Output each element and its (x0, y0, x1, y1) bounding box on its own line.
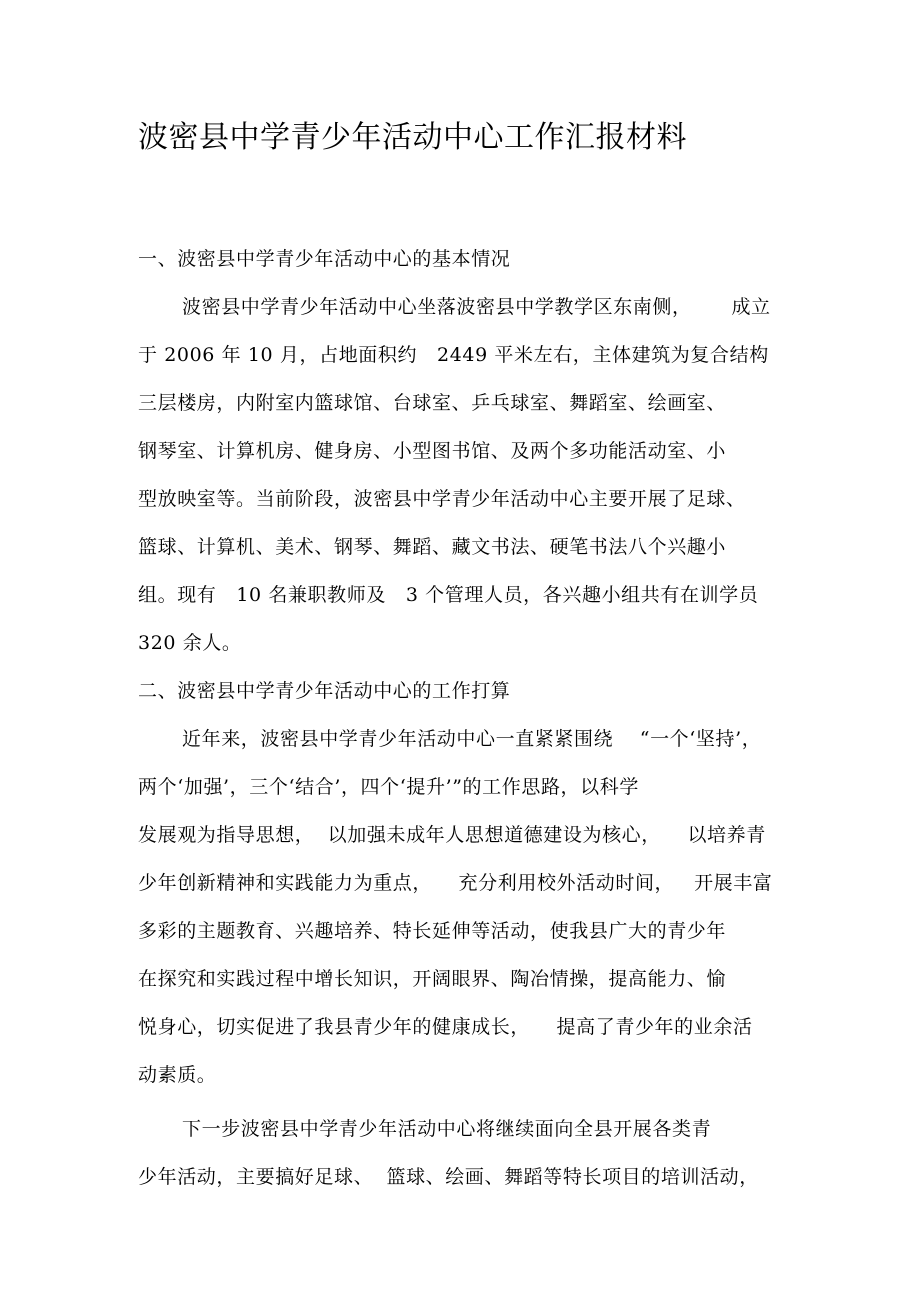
paragraph-line: 篮球、计算机、美术、钢琴、舞蹈、藏文书法、硬笔书法八个兴趣小 (138, 536, 727, 558)
paragraph-line: 于 2006 年 10 月，占地面积约 2449 平米左右，主体建筑为复合结构 (138, 344, 769, 366)
paragraph-line: 钢琴室、计算机房、健身房、小型图书馆、及两个多功能活动室、小 (138, 440, 727, 462)
paragraph-line: 320 余人。 (138, 632, 242, 654)
paragraph-line: 少年活动，主要搞好足球、 篮球、绘画、舞蹈等特长项目的培训活动， (138, 1166, 759, 1188)
paragraph-line: 发展观为指导思想， 以加强未成年人思想道德建设为核心， 以培养青 (138, 824, 766, 846)
paragraph-line: 三层楼房，内附室内篮球馆、台球室、乒乓球室、舞蹈室、绘画室、 (138, 392, 727, 414)
paragraph-line: 型放映室等。当前阶段，波密县中学青少年活动中心主要开展了足球、 (138, 488, 746, 510)
paragraph-line: 在探究和实践过程中增长知识，开阔眼界、陶冶情操，提高能力、愉 (138, 968, 727, 990)
section-heading-1: 一、波密县中学青少年活动中心的基本情况 (138, 248, 511, 270)
paragraph-line: 悦身心，切实促进了我县青少年的健康成长， 提高了青少年的业余活 (138, 1016, 753, 1038)
document-title: 波密县中学青少年活动中心工作汇报材料 (138, 120, 687, 155)
paragraph-line: 动素质。 (138, 1064, 217, 1086)
paragraph-line: 两个‘加强’，三个‘结合’，四个‘提升’”的工作思路，以科学 (138, 776, 639, 798)
section-heading-2: 二、波密县中学青少年活动中心的工作打算 (138, 680, 511, 702)
paragraph-line: 近年来，波密县中学青少年活动中心一直紧紧围绕 “一个‘坚持’， (182, 728, 762, 750)
paragraph-line: 多彩的主题教育、兴趣培养、特长延伸等活动，使我县广大的青少年 (138, 920, 727, 942)
paragraph-line: 组。现有 10 名兼职教师及 3 个管理人员，各兴趣小组共有在训学员 (138, 584, 759, 606)
paragraph-line: 下一步波密县中学青少年活动中心将继续面向全县开展各类青 (182, 1118, 712, 1140)
paragraph-line: 少年创新精神和实践能力为重点， 充分利用校外活动时间， 开展丰富 (138, 872, 773, 894)
paragraph-line: 波密县中学青少年活动中心坐落波密县中学教学区东南侧， 成立 (182, 296, 771, 318)
